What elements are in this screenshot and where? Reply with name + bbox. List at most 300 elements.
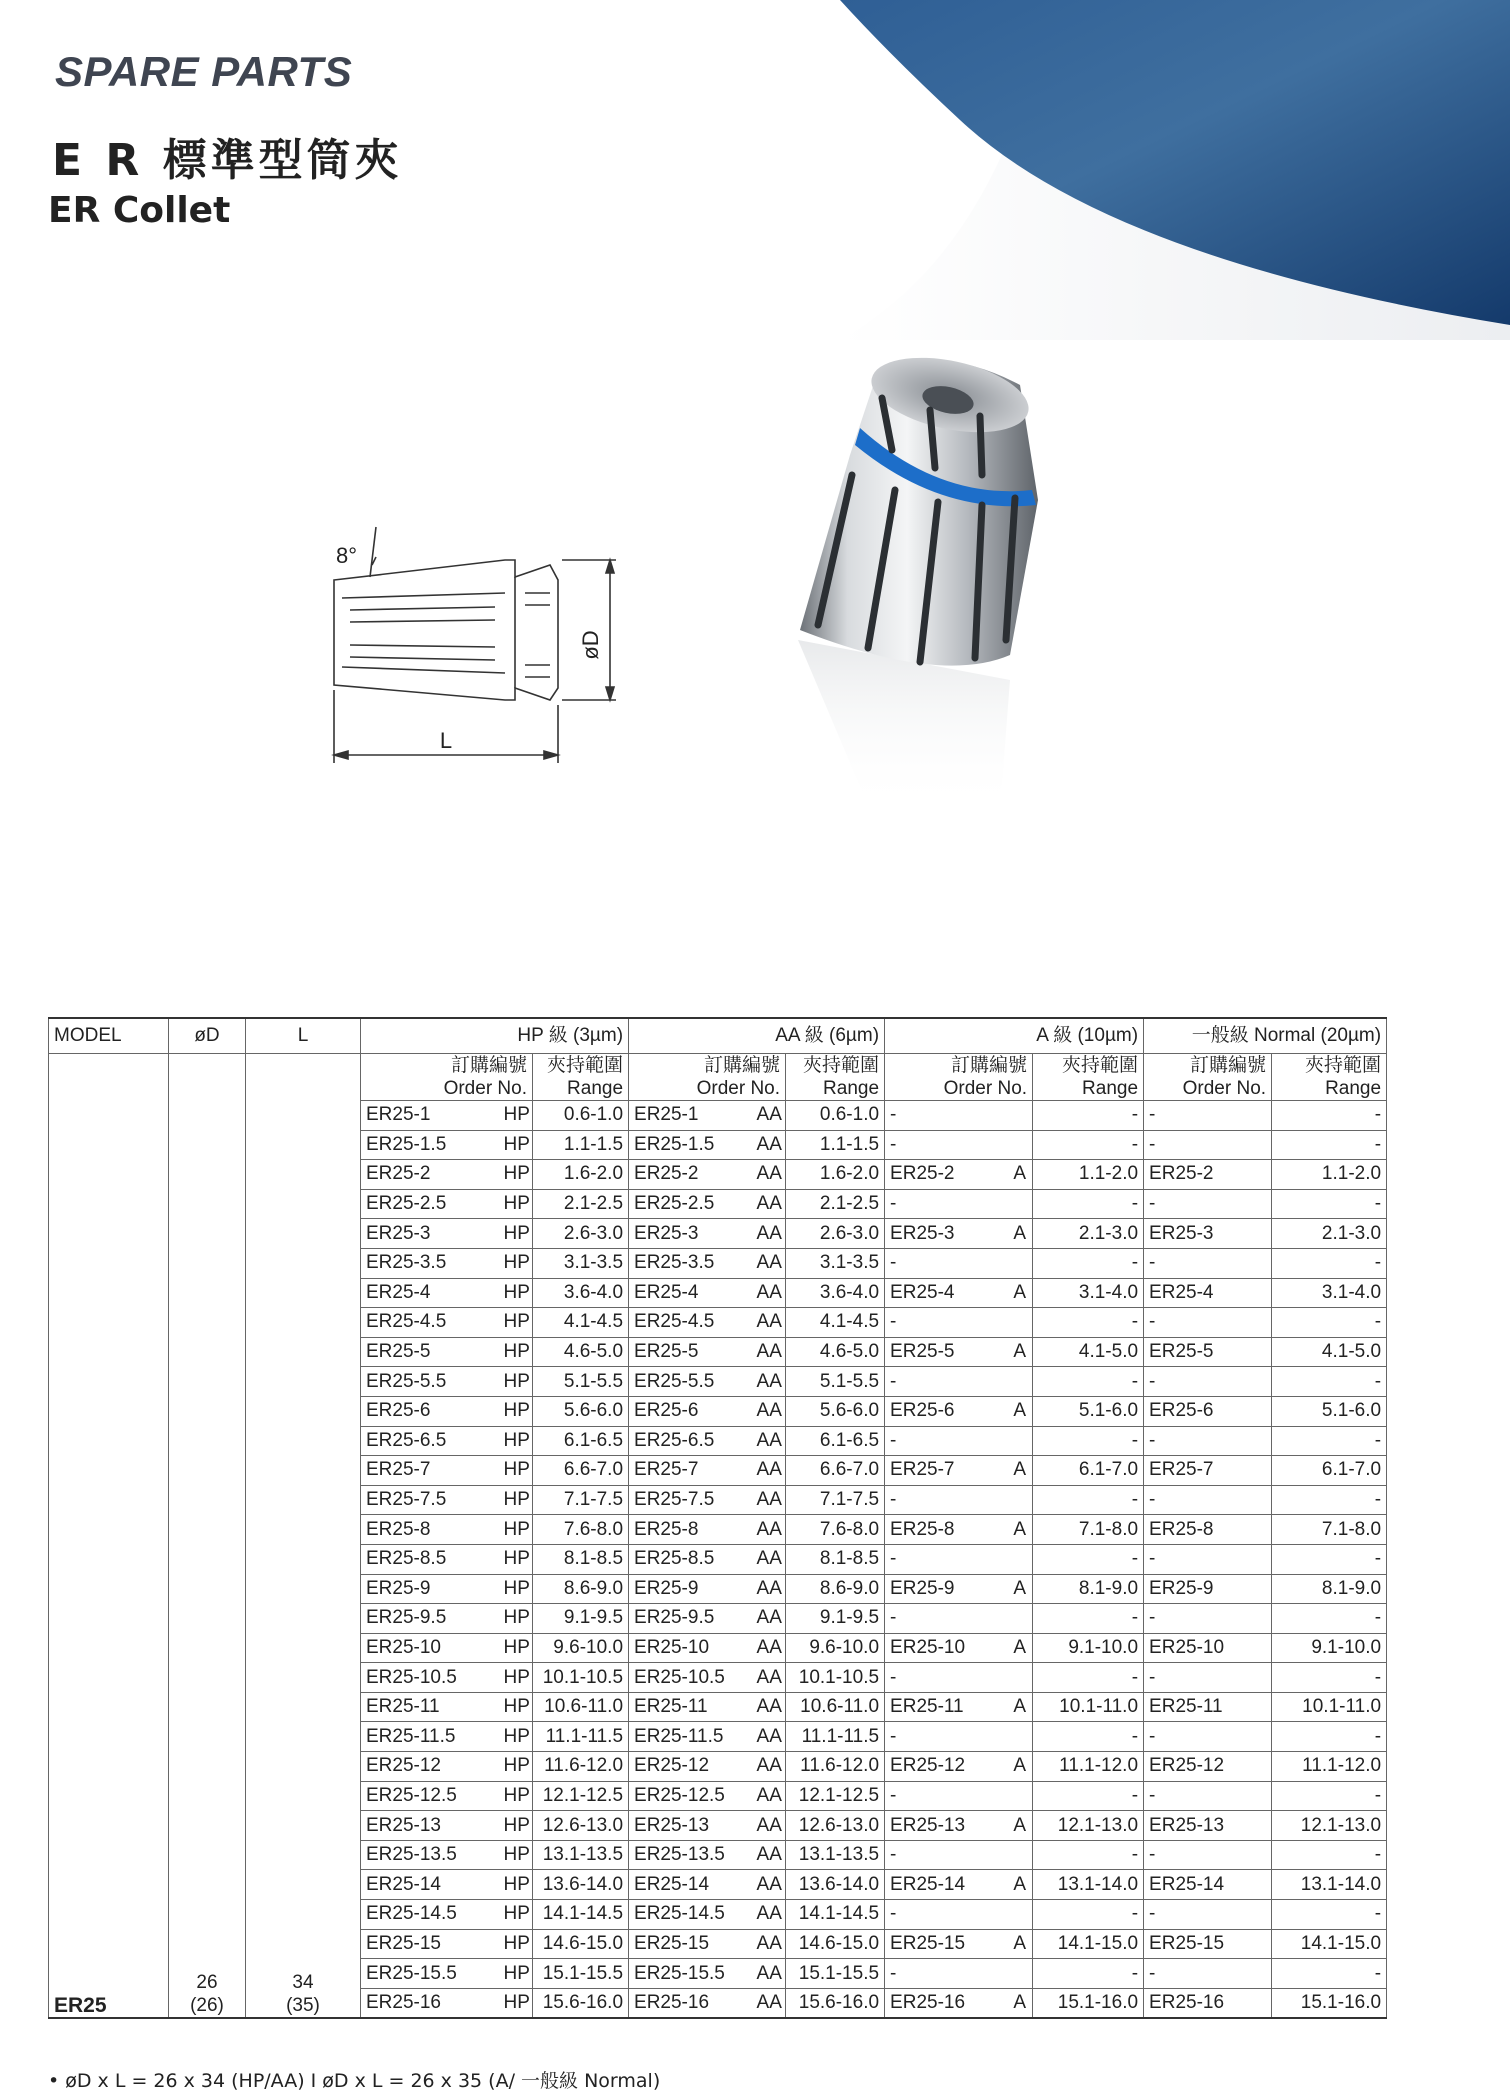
normal-range: - <box>1272 1189 1387 1219</box>
header-od: øD <box>169 1018 246 1054</box>
hp-range: 13.1-13.5 <box>533 1840 629 1870</box>
a-order-no: ER25-16 <box>890 1992 966 2014</box>
a-range: - <box>1033 1663 1144 1693</box>
normal-range: - <box>1272 1248 1387 1278</box>
aa-range: 10.1-10.5 <box>786 1663 885 1693</box>
normal-order-no: ER25-2 <box>1144 1160 1272 1190</box>
a-order-cell <box>885 1130 1033 1160</box>
hp-grade: HP <box>499 1219 533 1249</box>
normal-order-no: ER25-11 <box>1144 1692 1272 1722</box>
header-model: MODEL <box>49 1018 169 1054</box>
normal-range: - <box>1272 1485 1387 1515</box>
normal-range: - <box>1272 1900 1387 1930</box>
aa-range: 11.6-12.0 <box>786 1752 885 1782</box>
hp-order-no: ER25-8 <box>361 1515 499 1545</box>
a-order-cell <box>885 1456 1033 1486</box>
normal-range: 13.1-14.0 <box>1272 1870 1387 1900</box>
hp-order-no: ER25-14.5 <box>361 1900 499 1930</box>
aa-range: 1.1-1.5 <box>786 1130 885 1160</box>
aa-grade: AA <box>752 1663 786 1693</box>
a-range: - <box>1033 1426 1144 1456</box>
a-grade: A <box>1013 1459 1027 1481</box>
normal-order-no: - <box>1144 1101 1272 1131</box>
aa-range: 13.1-13.5 <box>786 1840 885 1870</box>
l-cell <box>246 1054 361 2019</box>
normal-range-header: 夾持範圍 Range <box>1272 1054 1387 1101</box>
normal-range: 7.1-8.0 <box>1272 1515 1387 1545</box>
normal-range: - <box>1272 1130 1387 1160</box>
a-order-cell <box>885 1959 1033 1989</box>
a-order-no: ER25-13 <box>890 1814 966 1836</box>
hp-grade: HP <box>499 1101 533 1131</box>
aa-range: 6.6-7.0 <box>786 1456 885 1486</box>
aa-range: 6.1-6.5 <box>786 1426 885 1456</box>
hp-grade: HP <box>499 1633 533 1663</box>
normal-order-no: ER25-3 <box>1144 1219 1272 1249</box>
hp-order-no: ER25-5 <box>361 1337 499 1367</box>
normal-range: - <box>1272 1367 1387 1397</box>
a-order-no: - <box>890 1252 897 1274</box>
aa-grade: AA <box>752 1367 786 1397</box>
hp-order-no: ER25-2 <box>361 1160 499 1190</box>
a-order-no: - <box>890 1311 897 1333</box>
normal-order-no: ER25-4 <box>1144 1278 1272 1308</box>
aa-grade: AA <box>752 1900 786 1930</box>
a-order-no: - <box>890 1784 897 1806</box>
hp-order-no: ER25-1.5 <box>361 1130 499 1160</box>
hp-grade: HP <box>499 1929 533 1959</box>
hp-grade: HP <box>499 1663 533 1693</box>
aa-order-no: ER25-1 <box>629 1101 752 1131</box>
a-range: 9.1-10.0 <box>1033 1633 1144 1663</box>
normal-order-no: - <box>1144 1900 1272 1930</box>
normal-order-no: ER25-13 <box>1144 1811 1272 1841</box>
hp-range: 5.1-5.5 <box>533 1367 629 1397</box>
hp-range: 3.1-3.5 <box>533 1248 629 1278</box>
normal-order-no: ER25-16 <box>1144 1988 1272 2018</box>
normal-range: - <box>1272 1959 1387 1989</box>
normal-range: - <box>1272 1604 1387 1634</box>
a-order-no: ER25-5 <box>890 1341 955 1363</box>
normal-order-no: - <box>1144 1308 1272 1338</box>
hp-range: 15.6-16.0 <box>533 1988 629 2018</box>
aa-range: 7.6-8.0 <box>786 1515 885 1545</box>
aa-order-no: ER25-13 <box>629 1811 752 1841</box>
normal-order-no: - <box>1144 1485 1272 1515</box>
hp-range: 5.6-6.0 <box>533 1396 629 1426</box>
aa-order-no: ER25-3.5 <box>629 1248 752 1278</box>
normal-order-no: - <box>1144 1189 1272 1219</box>
normal-range: 10.1-11.0 <box>1272 1692 1387 1722</box>
aa-grade: AA <box>752 1544 786 1574</box>
a-grade: A <box>1013 1577 1027 1599</box>
hp-grade: HP <box>499 1278 533 1308</box>
hp-range: 9.6-10.0 <box>533 1633 629 1663</box>
a-order-cell <box>885 1574 1033 1604</box>
hp-grade: HP <box>499 1900 533 1930</box>
aa-grade: AA <box>752 1485 786 1515</box>
a-order-cell <box>885 1396 1033 1426</box>
aa-range: 2.6-3.0 <box>786 1219 885 1249</box>
a-order-no: ER25-12 <box>890 1755 966 1777</box>
a-range: 4.1-5.0 <box>1033 1337 1144 1367</box>
normal-range: 9.1-10.0 <box>1272 1633 1387 1663</box>
hp-order-no: ER25-10 <box>361 1633 499 1663</box>
a-order-cell <box>885 1337 1033 1367</box>
hp-grade: HP <box>499 1426 533 1456</box>
aa-order-no: ER25-15 <box>629 1929 752 1959</box>
normal-order-no: ER25-15 <box>1144 1929 1272 1959</box>
aa-grade: AA <box>752 1426 786 1456</box>
a-order-cell <box>885 1101 1033 1131</box>
aa-range: 12.1-12.5 <box>786 1781 885 1811</box>
aa-range: 15.6-16.0 <box>786 1988 885 2018</box>
a-range: 7.1-8.0 <box>1033 1515 1144 1545</box>
aa-range: 12.6-13.0 <box>786 1811 885 1841</box>
aa-grade: AA <box>752 1278 786 1308</box>
aa-range: 3.6-4.0 <box>786 1278 885 1308</box>
hp-order-no: ER25-6 <box>361 1396 499 1426</box>
a-order-cell <box>885 1544 1033 1574</box>
page-title-en: ER Collet <box>48 190 231 231</box>
hp-grade: HP <box>499 1367 533 1397</box>
hp-grade: HP <box>499 1248 533 1278</box>
aa-order-no: ER25-2 <box>629 1160 752 1190</box>
normal-order-no: ER25-8 <box>1144 1515 1272 1545</box>
normal-order-no: ER25-10 <box>1144 1633 1272 1663</box>
a-order-cell <box>885 1278 1033 1308</box>
hp-grade: HP <box>499 1752 533 1782</box>
header-normal-grade: 一般級 Normal (20µm) <box>1144 1018 1387 1054</box>
hp-order-no: ER25-1 <box>361 1101 499 1131</box>
aa-range: 5.1-5.5 <box>786 1367 885 1397</box>
normal-range: 11.1-12.0 <box>1272 1752 1387 1782</box>
a-order-cell <box>885 1752 1033 1782</box>
aa-range: 8.6-9.0 <box>786 1574 885 1604</box>
normal-order-no: ER25-7 <box>1144 1456 1272 1486</box>
aa-order-no: ER25-10.5 <box>629 1663 752 1693</box>
hp-range: 10.6-11.0 <box>533 1692 629 1722</box>
a-order-no: - <box>890 1429 897 1451</box>
hp-grade: HP <box>499 1396 533 1426</box>
a-order-cell <box>885 1308 1033 1338</box>
a-order-cell <box>885 1781 1033 1811</box>
aa-order-no: ER25-8 <box>629 1515 752 1545</box>
hp-order-no: ER25-15 <box>361 1929 499 1959</box>
a-order-no: ER25-11 <box>890 1696 964 1718</box>
normal-range: 2.1-3.0 <box>1272 1219 1387 1249</box>
hp-order-no: ER25-11 <box>361 1692 499 1722</box>
aa-range: 1.6-2.0 <box>786 1160 885 1190</box>
hp-range: 12.6-13.0 <box>533 1811 629 1841</box>
a-order-cell <box>885 1485 1033 1515</box>
aa-order-no: ER25-2.5 <box>629 1189 752 1219</box>
aa-range: 8.1-8.5 <box>786 1544 885 1574</box>
a-order-cell <box>885 1515 1033 1545</box>
hp-range: 8.1-8.5 <box>533 1544 629 1574</box>
a-grade: A <box>1013 1222 1027 1244</box>
hp-range: 4.6-5.0 <box>533 1337 629 1367</box>
aa-grade: AA <box>752 1752 786 1782</box>
a-order-no: - <box>890 1903 897 1925</box>
a-grade: A <box>1013 1873 1027 1895</box>
a-order-cell <box>885 1692 1033 1722</box>
section-title: SPARE PARTS <box>55 48 353 95</box>
hp-grade: HP <box>499 1722 533 1752</box>
hp-range: 3.6-4.0 <box>533 1278 629 1308</box>
normal-order-no: - <box>1144 1604 1272 1634</box>
aa-grade: AA <box>752 1811 786 1841</box>
a-order-cell <box>885 1663 1033 1693</box>
hp-grade: HP <box>499 1840 533 1870</box>
l-alt-value: (35) <box>286 1995 320 2017</box>
aa-range: 15.1-15.5 <box>786 1959 885 1989</box>
a-order-no: ER25-14 <box>890 1873 966 1895</box>
hp-range: 1.1-1.5 <box>533 1130 629 1160</box>
a-order-cell <box>885 1633 1033 1663</box>
a-grade: A <box>1013 1281 1027 1303</box>
a-range: - <box>1033 1604 1144 1634</box>
hp-order-no: ER25-16 <box>361 1988 499 2018</box>
aa-grade: AA <box>752 1722 786 1752</box>
hp-range: 12.1-12.5 <box>533 1781 629 1811</box>
hp-order-no: ER25-7 <box>361 1456 499 1486</box>
normal-order-no: - <box>1144 1781 1272 1811</box>
a-range: 1.1-2.0 <box>1033 1160 1144 1190</box>
normal-range: - <box>1272 1544 1387 1574</box>
hp-range: 2.6-3.0 <box>533 1219 629 1249</box>
spec-table <box>48 1017 1387 2019</box>
a-order-cell <box>885 1160 1033 1190</box>
length-label: L <box>439 728 453 753</box>
a-order-cell <box>885 1900 1033 1930</box>
hp-grade: HP <box>499 1160 533 1190</box>
a-range: - <box>1033 1101 1144 1131</box>
hp-range: 13.6-14.0 <box>533 1870 629 1900</box>
a-order-no: - <box>890 1607 897 1629</box>
normal-range: 5.1-6.0 <box>1272 1396 1387 1426</box>
hp-order-no: ER25-11.5 <box>361 1722 499 1752</box>
hp-range: 9.1-9.5 <box>533 1604 629 1634</box>
normal-range: 1.1-2.0 <box>1272 1160 1387 1190</box>
normal-range: 8.1-9.0 <box>1272 1574 1387 1604</box>
aa-grade: AA <box>752 1840 786 1870</box>
a-range: - <box>1033 1544 1144 1574</box>
a-order-no: ER25-7 <box>890 1459 955 1481</box>
aa-grade: AA <box>752 1574 786 1604</box>
a-grade: A <box>1013 1400 1027 1422</box>
hp-range: 7.1-7.5 <box>533 1485 629 1515</box>
a-range: 10.1-11.0 <box>1033 1692 1144 1722</box>
a-range: - <box>1033 1959 1144 1989</box>
aa-range: 0.6-1.0 <box>786 1101 885 1131</box>
a-grade: A <box>1013 1341 1027 1363</box>
aa-range: 4.6-5.0 <box>786 1337 885 1367</box>
aa-range: 4.1-4.5 <box>786 1308 885 1338</box>
hp-order-no: ER25-12.5 <box>361 1781 499 1811</box>
aa-order-no: ER25-12 <box>629 1752 752 1782</box>
hp-order-no: ER25-10.5 <box>361 1663 499 1693</box>
hp-grade: HP <box>499 1544 533 1574</box>
a-grade: A <box>1013 1696 1027 1718</box>
a-order-cell <box>885 1367 1033 1397</box>
a-order-cell <box>885 1189 1033 1219</box>
hp-range: 15.1-15.5 <box>533 1959 629 1989</box>
aa-order-no: ER25-3 <box>629 1219 752 1249</box>
a-order-no: ER25-3 <box>890 1222 955 1244</box>
hp-grade: HP <box>499 1574 533 1604</box>
aa-order-no: ER25-7.5 <box>629 1485 752 1515</box>
hp-range-header: 夾持範圍 Range <box>533 1054 629 1101</box>
aa-order-no: ER25-14.5 <box>629 1900 752 1930</box>
hp-grade: HP <box>499 1485 533 1515</box>
aa-grade: AA <box>752 1219 786 1249</box>
diameter-label: øD <box>578 630 603 660</box>
a-range: 12.1-13.0 <box>1033 1811 1144 1841</box>
header-l: L <box>246 1018 361 1054</box>
hp-order-no: ER25-8.5 <box>361 1544 499 1574</box>
aa-order-no: ER25-5 <box>629 1337 752 1367</box>
hp-order-no: ER25-3.5 <box>361 1248 499 1278</box>
a-range: 5.1-6.0 <box>1033 1396 1144 1426</box>
hp-grade: HP <box>499 1130 533 1160</box>
a-grade: A <box>1013 1755 1027 1777</box>
aa-grade: AA <box>752 1396 786 1426</box>
aa-grade: AA <box>752 1130 786 1160</box>
hp-order-header: 訂購編號 Order No. <box>361 1054 533 1101</box>
hp-range: 11.6-12.0 <box>533 1752 629 1782</box>
angle-label: 8° <box>336 543 358 568</box>
hp-range: 14.1-14.5 <box>533 1900 629 1930</box>
collet-dimension-drawing <box>310 505 630 775</box>
hp-range: 2.1-2.5 <box>533 1189 629 1219</box>
normal-range: 12.1-13.0 <box>1272 1811 1387 1841</box>
normal-order-header: 訂購編號 Order No. <box>1144 1054 1272 1101</box>
collet-product-photo <box>770 340 1100 820</box>
aa-range: 3.1-3.5 <box>786 1248 885 1278</box>
a-order-no: - <box>890 1725 897 1747</box>
hp-range: 8.6-9.0 <box>533 1574 629 1604</box>
a-order-cell <box>885 1929 1033 1959</box>
aa-order-no: ER25-16 <box>629 1988 752 2018</box>
normal-range: - <box>1272 1426 1387 1456</box>
aa-order-no: ER25-6 <box>629 1396 752 1426</box>
hp-order-no: ER25-12 <box>361 1752 499 1782</box>
hp-order-no: ER25-6.5 <box>361 1426 499 1456</box>
aa-order-no: ER25-9 <box>629 1574 752 1604</box>
aa-range-header: 夾持範圍 Range <box>786 1054 885 1101</box>
aa-grade: AA <box>752 1248 786 1278</box>
od-cell <box>169 1054 246 2019</box>
aa-range: 13.6-14.0 <box>786 1870 885 1900</box>
a-range: - <box>1033 1308 1144 1338</box>
a-order-no: ER25-9 <box>890 1577 955 1599</box>
aa-grade: AA <box>752 1988 786 2018</box>
normal-range: - <box>1272 1840 1387 1870</box>
aa-grade: AA <box>752 1456 786 1486</box>
a-grade: A <box>1013 1636 1027 1658</box>
aa-order-no: ER25-11.5 <box>629 1722 752 1752</box>
hp-range: 6.6-7.0 <box>533 1456 629 1486</box>
a-range: - <box>1033 1900 1144 1930</box>
hp-grade: HP <box>499 1308 533 1338</box>
a-range: 2.1-3.0 <box>1033 1219 1144 1249</box>
aa-range: 10.6-11.0 <box>786 1692 885 1722</box>
hp-range: 1.6-2.0 <box>533 1160 629 1190</box>
normal-order-no: - <box>1144 1840 1272 1870</box>
hp-grade: HP <box>499 1870 533 1900</box>
a-range: 6.1-7.0 <box>1033 1456 1144 1486</box>
normal-range: - <box>1272 1722 1387 1752</box>
od-value: 26 <box>196 1972 218 1994</box>
hp-range: 6.1-6.5 <box>533 1426 629 1456</box>
normal-order-no: - <box>1144 1248 1272 1278</box>
aa-grade: AA <box>752 1337 786 1367</box>
hp-order-no: ER25-4.5 <box>361 1308 499 1338</box>
hp-order-no: ER25-9 <box>361 1574 499 1604</box>
aa-grade: AA <box>752 1959 786 1989</box>
normal-range: - <box>1272 1101 1387 1131</box>
a-order-cell <box>885 1870 1033 1900</box>
a-range: - <box>1033 1189 1144 1219</box>
a-range: - <box>1033 1130 1144 1160</box>
a-range-header: 夾持範圍 Range <box>1033 1054 1144 1101</box>
aa-grade: AA <box>752 1189 786 1219</box>
normal-range: - <box>1272 1663 1387 1693</box>
a-order-cell <box>885 1426 1033 1456</box>
aa-order-no: ER25-1.5 <box>629 1130 752 1160</box>
hp-grade: HP <box>499 1988 533 2018</box>
a-range: - <box>1033 1367 1144 1397</box>
hp-order-no: ER25-3 <box>361 1219 499 1249</box>
hp-order-no: ER25-4 <box>361 1278 499 1308</box>
a-order-cell <box>885 1219 1033 1249</box>
a-order-no: ER25-6 <box>890 1400 955 1422</box>
header-hp-grade: HP 級 (3µm) <box>361 1018 629 1054</box>
normal-order-no: - <box>1144 1663 1272 1693</box>
normal-order-no: - <box>1144 1544 1272 1574</box>
aa-grade: AA <box>752 1308 786 1338</box>
a-order-cell <box>885 1248 1033 1278</box>
a-grade: A <box>1013 1932 1027 1954</box>
normal-order-no: - <box>1144 1130 1272 1160</box>
aa-order-no: ER25-7 <box>629 1456 752 1486</box>
normal-range: 6.1-7.0 <box>1272 1456 1387 1486</box>
a-order-header: 訂購編號 Order No. <box>885 1054 1033 1101</box>
hp-grade: HP <box>499 1811 533 1841</box>
a-order-no: - <box>890 1844 897 1866</box>
hp-range: 7.6-8.0 <box>533 1515 629 1545</box>
aa-order-header: 訂購編號 Order No. <box>629 1054 786 1101</box>
a-order-no: ER25-10 <box>890 1636 966 1658</box>
normal-order-no: - <box>1144 1722 1272 1752</box>
page-title-zh: E R 標準型筒夾 <box>52 135 403 186</box>
a-order-no: ER25-4 <box>890 1281 955 1303</box>
a-order-no: - <box>890 1370 897 1392</box>
hp-grade: HP <box>499 1959 533 1989</box>
aa-grade: AA <box>752 1929 786 1959</box>
aa-order-no: ER25-11 <box>629 1692 752 1722</box>
hp-grade: HP <box>499 1515 533 1545</box>
hp-order-no: ER25-13.5 <box>361 1840 499 1870</box>
aa-order-no: ER25-9.5 <box>629 1604 752 1634</box>
normal-order-no: ER25-9 <box>1144 1574 1272 1604</box>
aa-order-no: ER25-4 <box>629 1278 752 1308</box>
a-range: 13.1-14.0 <box>1033 1870 1144 1900</box>
a-range: - <box>1033 1248 1144 1278</box>
hp-range: 0.6-1.0 <box>533 1101 629 1131</box>
normal-order-no: - <box>1144 1959 1272 1989</box>
